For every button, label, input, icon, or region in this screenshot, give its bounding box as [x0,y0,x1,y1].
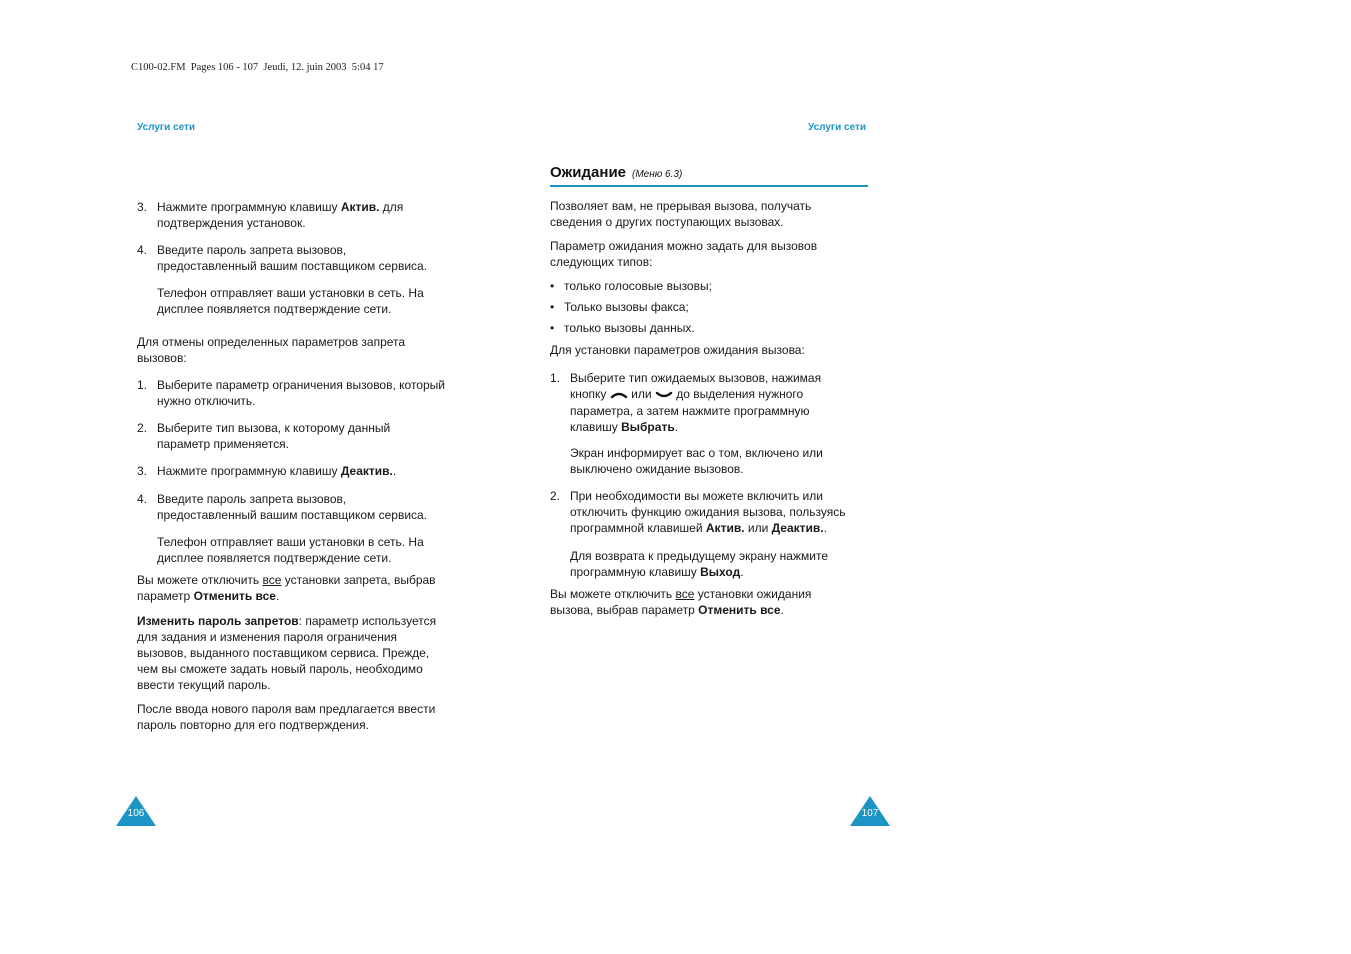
section-heading: Ожидание [550,164,627,181]
option-name: Изменить пароль запретов [137,614,299,628]
step-text: Введите пароль запрета вызовов, [157,492,347,506]
softkey-label: Выход [700,565,741,579]
running-head-left: Услуги сети [137,122,196,133]
step-text: Нажмите программную клавишу [157,200,341,214]
paragraph: Для установки параметров ожидания вызова: [550,343,805,357]
page-number-right: 107 [850,796,890,826]
paragraph: Параметр ожидания можно задать для вызовов следующих типов: [550,239,818,269]
step-text: для [379,200,404,214]
list-number: 2. [137,421,148,435]
menu-reference: (Меню 6.3) [632,169,683,180]
paragraph: Позволяет вам, не прерывая вызова, получать сведения о других поступающих вызовах. [550,199,812,229]
list-number: 2. [550,489,561,503]
step-text: предоставленный вашим поставщиком сервиса. [157,259,428,273]
list-number: 4. [137,243,148,257]
softkey-label: Деактив. [340,464,393,478]
step-text: параметр применяется. [157,437,289,451]
list-number: 4. [137,492,148,506]
softkey-label: Выбрать [621,419,675,434]
paragraph: Вы можете отключить все установки запрета, выбрав параметр Отменить все. [137,573,436,603]
note-text: Для возврата к предыдущему экрану нажмите программную клавишу Выход. [570,549,828,579]
step-text: . [392,464,397,478]
softkey-label: Актив. [340,200,380,214]
file-info: C100-02.FM Pages 106 - 107 Jeudi, 12. juin 2003 5:04 17 [131,62,384,73]
step-text: Выберите тип вызова, к которому данный [157,421,391,435]
step-text: Выберите параметр ограничения вызовов, который [157,378,445,392]
note-text: Экран информирует вас о том, включено или выключено ожидание вызовов. [570,446,823,476]
note-text: Телефон отправляет ваши установки в сеть. На дисплее появляется подтверждение сети. [157,535,424,565]
paragraph: После ввода нового пароля вам предлагается ввести пароль повторно для его подтверждения. [137,702,436,732]
running-head-right: Услуги сети [808,122,867,133]
list-number: 3. [137,200,148,214]
step-text: Нажмите программную клавишу [157,464,341,478]
bullet-icon: • [550,279,555,293]
note-text: Телефон отправляет ваши установки в сеть. На дисплее появляется подтверждение сети. [157,286,424,316]
list-number: 1. [550,371,561,385]
down-key-icon [655,387,673,403]
list-number: 1. [137,378,148,392]
paragraph: Вы можете отключить все установки ожидания вызова, выбрав параметр Отменить все. [550,587,812,617]
step-text: предоставленный вашим поставщиком сервиса. [157,508,428,522]
bullet-icon: • [550,300,555,314]
bullet-icon: • [550,321,555,335]
up-key-icon [610,387,628,403]
section-title [550,164,868,187]
page-number-left: 106 [116,796,156,826]
softkey-label: Актив. [705,521,745,535]
step-text: Введите пароль запрета вызовов, [157,243,347,257]
list-number: 3. [137,464,148,478]
step-text: нужно отключить. [157,394,256,408]
softkey-label: Деактив. [771,521,824,535]
paragraph: Для отмены определенных параметров запрета вызовов: [137,335,406,365]
step-text: подтверждения установок. [157,216,306,230]
paragraph: Изменить пароль запретов: параметр используется для задания и изменения пароля ограничения вызовов, выданного поставщиком сервиса. Прежде, чем вы сможете задать новый пароль, необходимо ввести текущий пароль. [137,614,437,692]
